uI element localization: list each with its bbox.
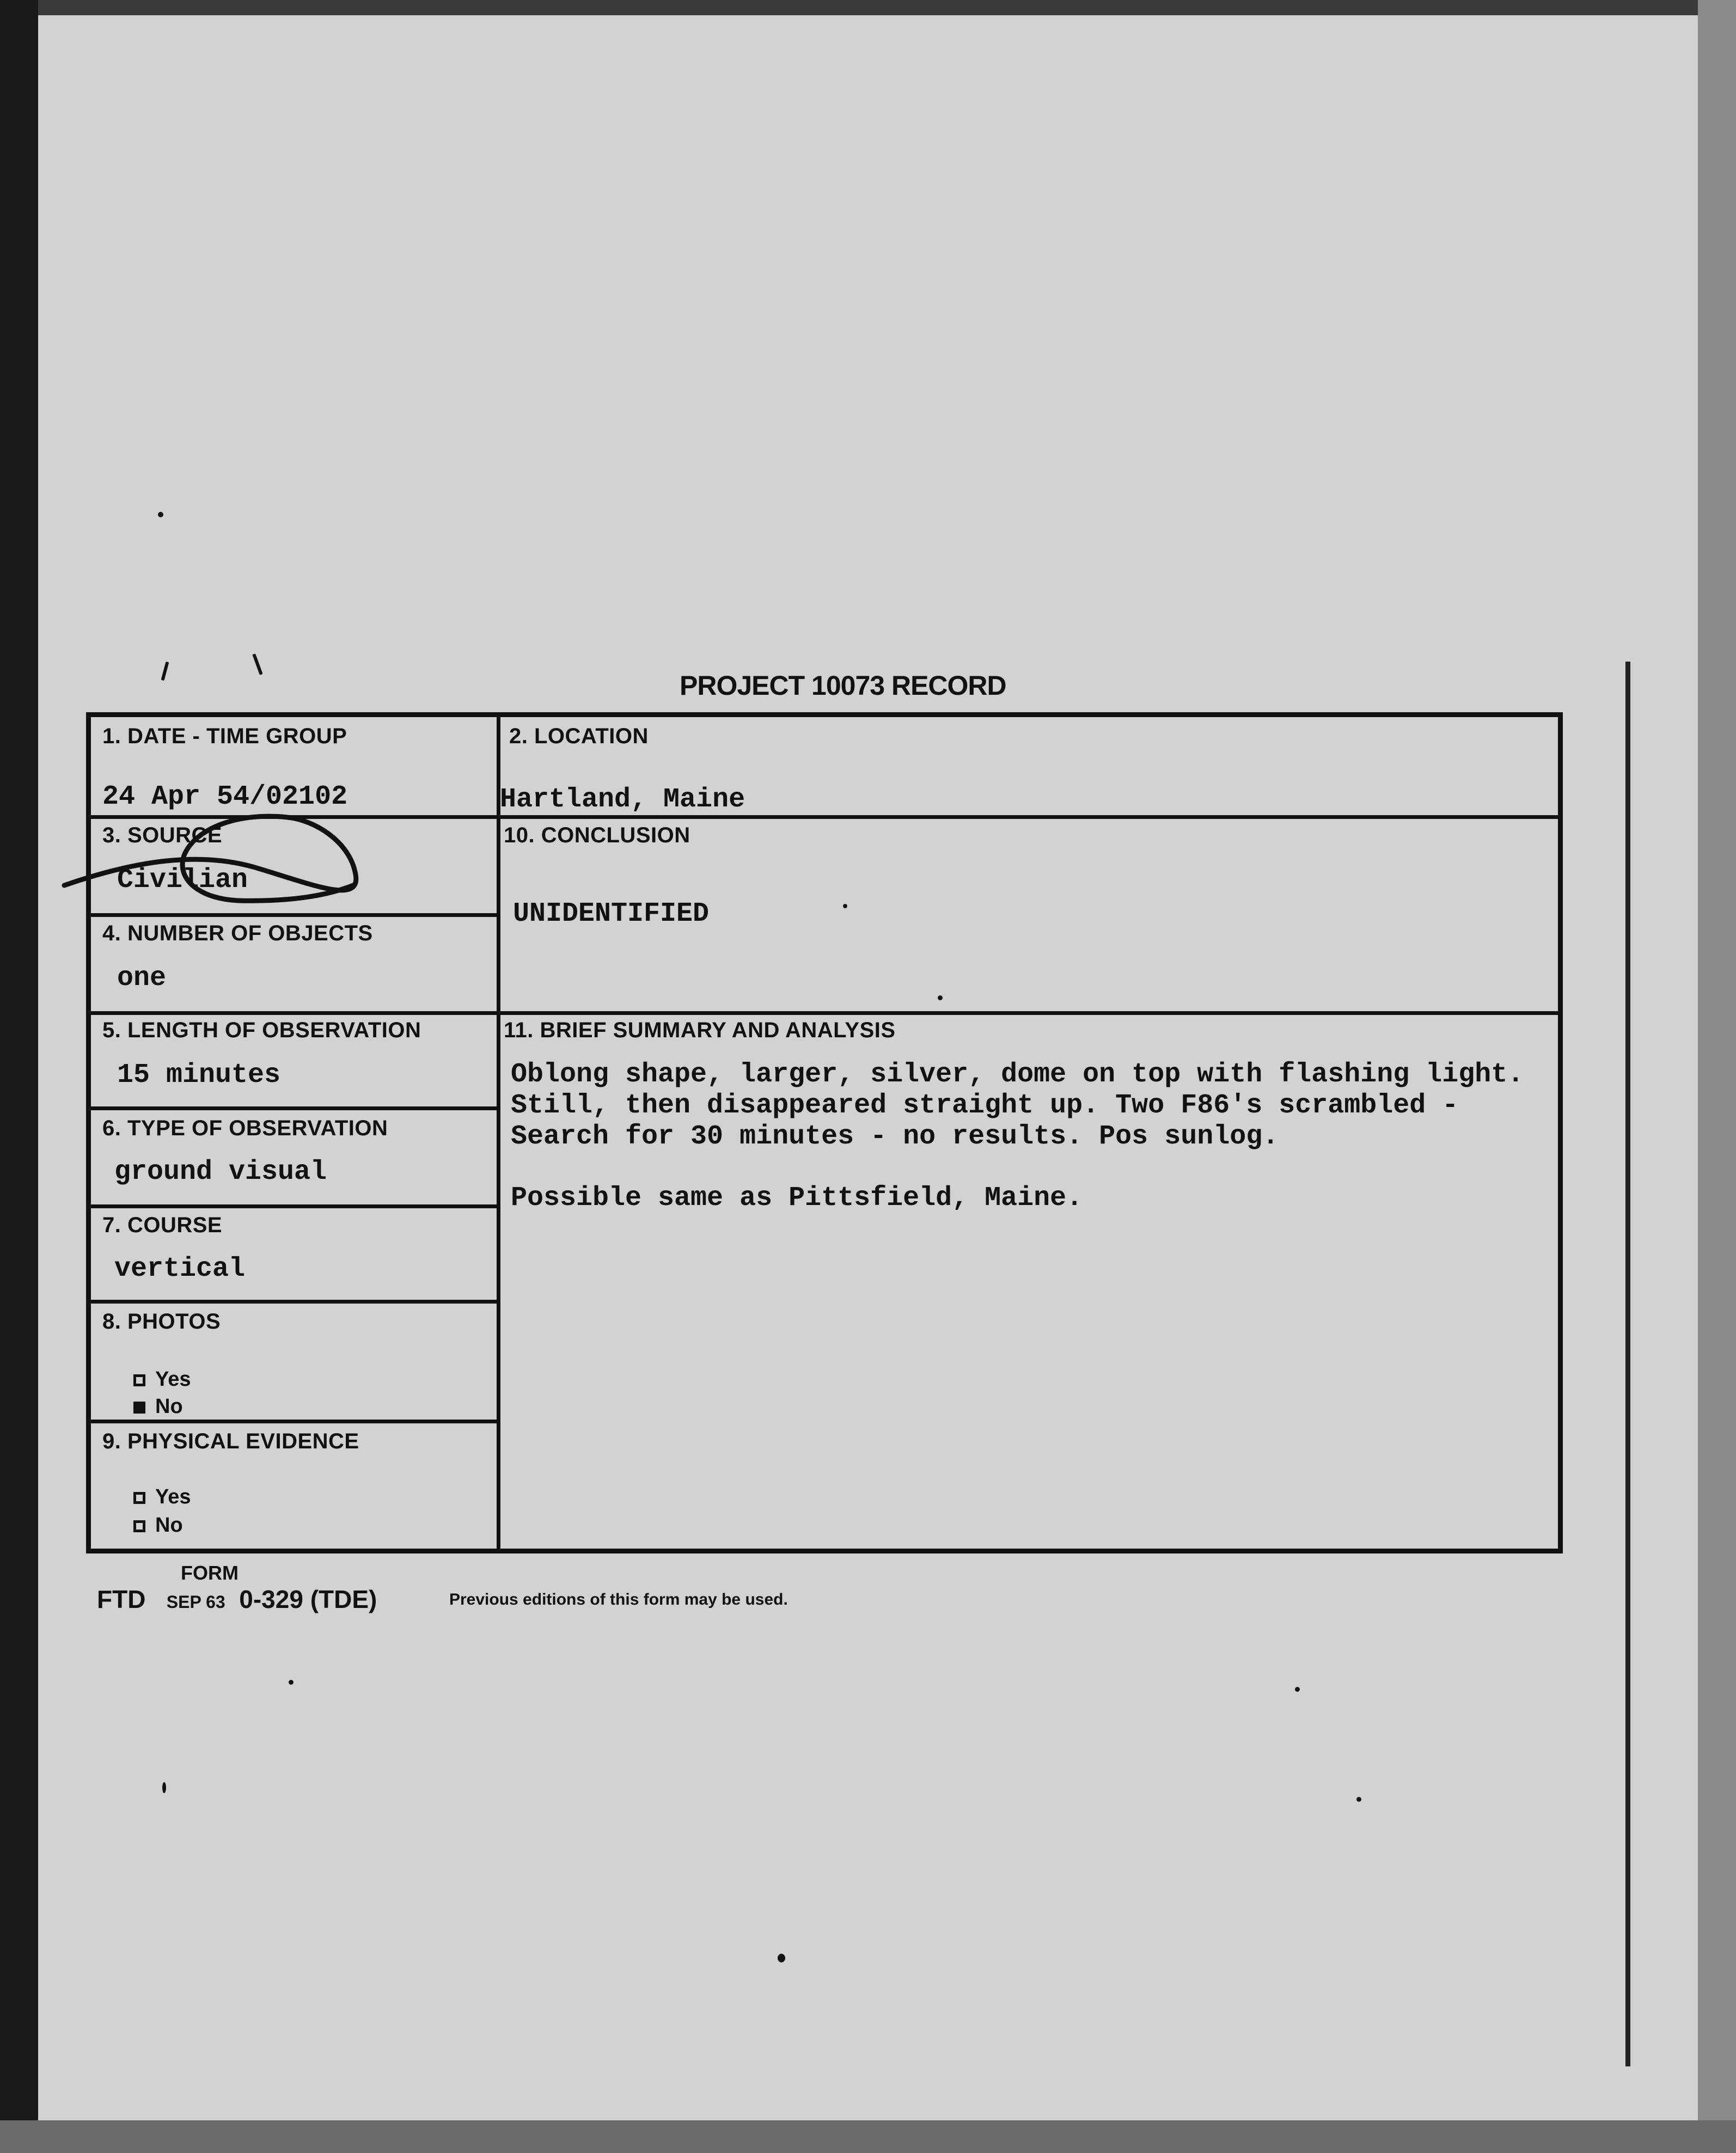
scan-border-right <box>1698 0 1736 2153</box>
footer-number: 0-329 (TDE) <box>239 1585 377 1613</box>
row-divider <box>91 1106 497 1110</box>
physical-evidence-option-no[interactable] <box>133 1514 183 1537</box>
physical-evidence-no-label: No <box>155 1514 183 1537</box>
course-label: 7. COURSE <box>102 1213 223 1237</box>
page-edge-rule <box>1625 662 1630 2066</box>
location-value: Hartland, Maine <box>500 784 745 815</box>
scan-border-bottom <box>0 2120 1736 2153</box>
scan-speck <box>162 1782 166 1793</box>
footer-date: SEP 63 <box>166 1592 225 1612</box>
summary-paragraph: Oblong shape, larger, silver, dome on top with flashing light. Still, then disappeared straight up. Two F86's scrambled - Search for 30 minutes - no results. Pos sunlog. <box>511 1059 1524 1152</box>
scan-speck <box>1356 1797 1361 1802</box>
scan-border-top <box>0 0 1736 15</box>
summary-label: 11. BRIEF SUMMARY AND ANALYSIS <box>504 1018 896 1042</box>
physical-evidence-label: 9. PHYSICAL EVIDENCE <box>102 1429 359 1453</box>
column-divider <box>497 717 500 1550</box>
length-of-observation-label: 5. LENGTH OF OBSERVATION <box>102 1018 421 1042</box>
footer-form-id <box>97 1585 377 1614</box>
scan-speck <box>289 1680 294 1685</box>
form-title: PROJECT 10073 RECORD <box>680 670 1006 701</box>
photos-yes-label: Yes <box>155 1368 191 1391</box>
physical-evidence-option-yes[interactable] <box>133 1485 191 1509</box>
location-label: 2. LOCATION <box>509 724 649 748</box>
number-of-objects-label: 4. NUMBER OF OBJECTS <box>102 921 373 945</box>
checkbox-icon <box>133 1520 145 1532</box>
scan-speck <box>1295 1687 1300 1692</box>
row-divider <box>91 1204 497 1208</box>
row-divider <box>91 1420 497 1423</box>
footer-form-label: FORM <box>181 1562 239 1584</box>
row-divider <box>91 1011 1558 1015</box>
photos-option-yes[interactable] <box>133 1368 191 1391</box>
scan-speck <box>158 512 163 517</box>
date-time-value: 24 Apr 54/02102 <box>102 781 348 812</box>
scan-speck <box>252 653 262 675</box>
source-value: Civilian <box>117 865 248 896</box>
physical-evidence-yes-label: Yes <box>155 1485 191 1508</box>
type-of-observation-value: ground visual <box>114 1157 327 1188</box>
course-value: vertical <box>114 1253 246 1285</box>
checkbox-checked-icon <box>133 1402 145 1414</box>
scan-border-left <box>0 0 38 2153</box>
photos-label: 8. PHOTOS <box>102 1310 221 1334</box>
length-of-observation-value: 15 minutes <box>117 1060 281 1091</box>
photos-no-label: No <box>155 1395 183 1418</box>
summary-text <box>511 1059 1545 1244</box>
scan-speck <box>161 662 169 681</box>
checkbox-icon <box>133 1492 145 1504</box>
footer-note: Previous editions of this form may be used. <box>449 1591 788 1608</box>
photos-option-no[interactable] <box>133 1395 183 1418</box>
scan-speck <box>778 1954 785 1962</box>
conclusion-value: UNIDENTIFIED <box>513 898 710 929</box>
footer-ftd: FTD <box>97 1585 146 1613</box>
conclusion-label: 10. CONCLUSION <box>504 823 690 847</box>
source-label: 3. SOURCE <box>102 823 223 847</box>
summary-paragraph: Possible same as Pittsfield, Maine. <box>511 1183 1083 1214</box>
row-divider <box>91 1300 497 1304</box>
handwritten-circle-mark <box>59 804 369 918</box>
type-of-observation-label: 6. TYPE OF OBSERVATION <box>102 1116 388 1140</box>
date-time-label: 1. DATE - TIME GROUP <box>102 724 347 748</box>
checkbox-icon <box>133 1374 145 1386</box>
number-of-objects-value: one <box>117 963 167 994</box>
